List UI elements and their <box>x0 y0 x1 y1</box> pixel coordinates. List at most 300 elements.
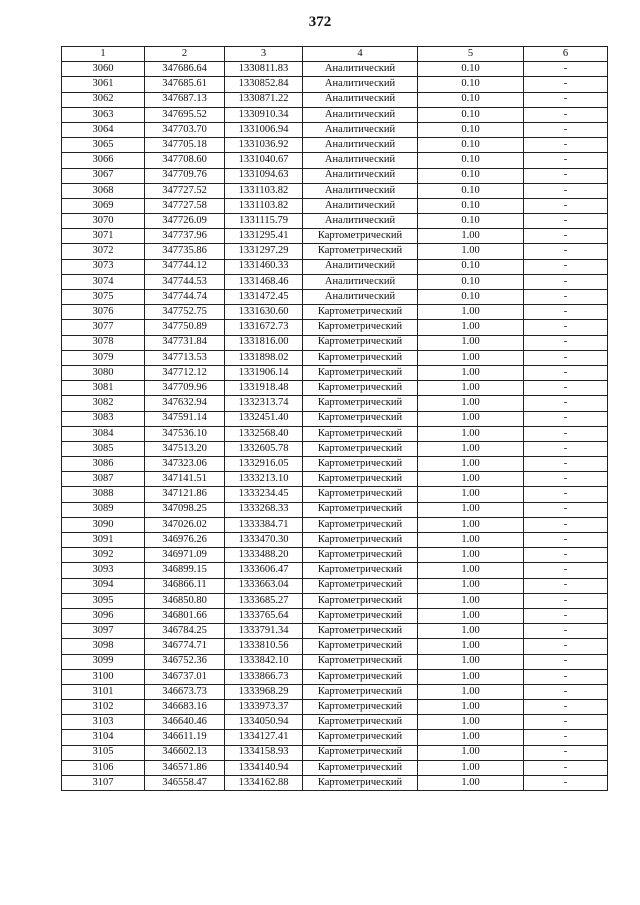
accuracy-cell: 1.00 <box>418 715 524 730</box>
y-coordinate-cell: 1331672.73 <box>225 320 303 335</box>
method-cell: Картометрический <box>303 593 418 608</box>
table-row <box>62 517 608 532</box>
point-number-cell: 3077 <box>62 320 145 335</box>
column-header-1: 1 <box>62 47 145 62</box>
accuracy-cell: 1.00 <box>418 563 524 578</box>
method-cell: Картометрический <box>303 441 418 456</box>
note-cell: - <box>524 350 608 365</box>
x-coordinate-cell: 346784.25 <box>145 624 225 639</box>
table-row <box>62 548 608 563</box>
accuracy-cell: 0.10 <box>418 62 524 77</box>
point-number-cell: 3105 <box>62 745 145 760</box>
accuracy-cell: 1.00 <box>418 533 524 548</box>
y-coordinate-cell: 1331295.41 <box>225 229 303 244</box>
table-body <box>62 62 608 791</box>
note-cell: - <box>524 624 608 639</box>
y-coordinate-cell: 1330910.34 <box>225 107 303 122</box>
table-row <box>62 229 608 244</box>
note-cell: - <box>524 183 608 198</box>
x-coordinate-cell: 347709.96 <box>145 381 225 396</box>
x-coordinate-cell: 347708.60 <box>145 153 225 168</box>
y-coordinate-cell: 1331297.29 <box>225 244 303 259</box>
point-number-cell: 3082 <box>62 396 145 411</box>
coordinates-table <box>61 46 608 791</box>
method-cell: Аналитический <box>303 183 418 198</box>
table-row <box>62 259 608 274</box>
table-row <box>62 533 608 548</box>
accuracy-cell: 1.00 <box>418 396 524 411</box>
table-row <box>62 624 608 639</box>
table-row <box>62 472 608 487</box>
x-coordinate-cell: 347121.86 <box>145 487 225 502</box>
point-number-cell: 3088 <box>62 487 145 502</box>
method-cell: Аналитический <box>303 77 418 92</box>
table-row <box>62 381 608 396</box>
accuracy-cell: 1.00 <box>418 350 524 365</box>
x-coordinate-cell: 347687.13 <box>145 92 225 107</box>
method-cell: Аналитический <box>303 290 418 305</box>
point-number-cell: 3085 <box>62 441 145 456</box>
method-cell: Аналитический <box>303 214 418 229</box>
y-coordinate-cell: 1330871.22 <box>225 92 303 107</box>
method-cell: Аналитический <box>303 198 418 213</box>
y-coordinate-cell: 1333384.71 <box>225 517 303 532</box>
y-coordinate-cell: 1333765.64 <box>225 608 303 623</box>
point-number-cell: 3107 <box>62 776 145 791</box>
accuracy-cell: 1.00 <box>418 730 524 745</box>
accuracy-cell: 1.00 <box>418 441 524 456</box>
method-cell: Картометрический <box>303 244 418 259</box>
accuracy-cell: 1.00 <box>418 578 524 593</box>
note-cell: - <box>524 715 608 730</box>
x-coordinate-cell: 347744.53 <box>145 274 225 289</box>
note-cell: - <box>524 426 608 441</box>
table-row <box>62 593 608 608</box>
y-coordinate-cell: 1331816.00 <box>225 335 303 350</box>
accuracy-cell: 1.00 <box>418 700 524 715</box>
note-cell: - <box>524 745 608 760</box>
method-cell: Картометрический <box>303 502 418 517</box>
table-row <box>62 305 608 320</box>
table-row <box>62 730 608 745</box>
point-number-cell: 3067 <box>62 168 145 183</box>
table-row <box>62 138 608 153</box>
note-cell: - <box>524 274 608 289</box>
accuracy-cell: 1.00 <box>418 608 524 623</box>
method-cell: Аналитический <box>303 92 418 107</box>
accuracy-cell: 1.00 <box>418 244 524 259</box>
x-coordinate-cell: 347744.74 <box>145 290 225 305</box>
table-row <box>62 214 608 229</box>
accuracy-cell: 1.00 <box>418 548 524 563</box>
y-coordinate-cell: 1333470.30 <box>225 533 303 548</box>
y-coordinate-cell: 1330852.84 <box>225 77 303 92</box>
note-cell: - <box>524 320 608 335</box>
table-row <box>62 563 608 578</box>
y-coordinate-cell: 1331630.60 <box>225 305 303 320</box>
x-coordinate-cell: 346971.09 <box>145 548 225 563</box>
table-row <box>62 457 608 472</box>
x-coordinate-cell: 347731.84 <box>145 335 225 350</box>
y-coordinate-cell: 1331040.67 <box>225 153 303 168</box>
table-row <box>62 760 608 775</box>
method-cell: Картометрический <box>303 472 418 487</box>
point-number-cell: 3060 <box>62 62 145 77</box>
y-coordinate-cell: 1333488.20 <box>225 548 303 563</box>
x-coordinate-cell: 347513.20 <box>145 441 225 456</box>
accuracy-cell: 1.00 <box>418 365 524 380</box>
y-coordinate-cell: 1331918.48 <box>225 381 303 396</box>
y-coordinate-cell: 1332568.40 <box>225 426 303 441</box>
x-coordinate-cell: 347744.12 <box>145 259 225 274</box>
point-number-cell: 3095 <box>62 593 145 608</box>
x-coordinate-cell: 346976.26 <box>145 533 225 548</box>
method-cell: Картометрический <box>303 396 418 411</box>
note-cell: - <box>524 487 608 502</box>
method-cell: Картометрический <box>303 639 418 654</box>
point-number-cell: 3086 <box>62 457 145 472</box>
method-cell: Картометрический <box>303 684 418 699</box>
x-coordinate-cell: 347632.94 <box>145 396 225 411</box>
method-cell: Картометрический <box>303 745 418 760</box>
accuracy-cell: 0.10 <box>418 122 524 137</box>
y-coordinate-cell: 1333685.27 <box>225 593 303 608</box>
note-cell: - <box>524 214 608 229</box>
y-coordinate-cell: 1333213.10 <box>225 472 303 487</box>
table-row <box>62 92 608 107</box>
y-coordinate-cell: 1331094.63 <box>225 168 303 183</box>
accuracy-cell: 0.10 <box>418 290 524 305</box>
note-cell: - <box>524 730 608 745</box>
note-cell: - <box>524 92 608 107</box>
note-cell: - <box>524 138 608 153</box>
point-number-cell: 3078 <box>62 335 145 350</box>
table-row <box>62 62 608 77</box>
y-coordinate-cell: 1331898.02 <box>225 350 303 365</box>
point-number-cell: 3073 <box>62 259 145 274</box>
method-cell: Картометрический <box>303 608 418 623</box>
accuracy-cell: 1.00 <box>418 381 524 396</box>
y-coordinate-cell: 1330811.83 <box>225 62 303 77</box>
point-number-cell: 3080 <box>62 365 145 380</box>
x-coordinate-cell: 346737.01 <box>145 669 225 684</box>
table-row <box>62 122 608 137</box>
point-number-cell: 3091 <box>62 533 145 548</box>
method-cell: Картометрический <box>303 548 418 563</box>
note-cell: - <box>524 669 608 684</box>
x-coordinate-cell: 346558.47 <box>145 776 225 791</box>
y-coordinate-cell: 1333234.45 <box>225 487 303 502</box>
x-coordinate-cell: 346866.11 <box>145 578 225 593</box>
note-cell: - <box>524 533 608 548</box>
accuracy-cell: 0.10 <box>418 198 524 213</box>
note-cell: - <box>524 608 608 623</box>
accuracy-cell: 1.00 <box>418 457 524 472</box>
table-row <box>62 168 608 183</box>
accuracy-cell: 0.10 <box>418 138 524 153</box>
accuracy-cell: 1.00 <box>418 320 524 335</box>
table-row <box>62 320 608 335</box>
note-cell: - <box>524 472 608 487</box>
x-coordinate-cell: 346774.71 <box>145 639 225 654</box>
y-coordinate-cell: 1332451.40 <box>225 411 303 426</box>
method-cell: Аналитический <box>303 122 418 137</box>
x-coordinate-cell: 347750.89 <box>145 320 225 335</box>
method-cell: Аналитический <box>303 153 418 168</box>
method-cell: Картометрический <box>303 350 418 365</box>
note-cell: - <box>524 168 608 183</box>
point-number-cell: 3068 <box>62 183 145 198</box>
x-coordinate-cell: 347726.09 <box>145 214 225 229</box>
y-coordinate-cell: 1333842.10 <box>225 654 303 669</box>
accuracy-cell: 1.00 <box>418 684 524 699</box>
x-coordinate-cell: 346673.73 <box>145 684 225 699</box>
x-coordinate-cell: 347703.70 <box>145 122 225 137</box>
x-coordinate-cell: 347026.02 <box>145 517 225 532</box>
table-row <box>62 198 608 213</box>
note-cell: - <box>524 760 608 775</box>
table-row <box>62 274 608 289</box>
x-coordinate-cell: 347705.18 <box>145 138 225 153</box>
table-row <box>62 502 608 517</box>
y-coordinate-cell: 1334162.88 <box>225 776 303 791</box>
point-number-cell: 3102 <box>62 700 145 715</box>
x-coordinate-cell: 347686.64 <box>145 62 225 77</box>
x-coordinate-cell: 346683.16 <box>145 700 225 715</box>
table-row <box>62 684 608 699</box>
table-row <box>62 639 608 654</box>
accuracy-cell: 0.10 <box>418 183 524 198</box>
method-cell: Аналитический <box>303 62 418 77</box>
method-cell: Картометрический <box>303 654 418 669</box>
x-coordinate-cell: 346801.66 <box>145 608 225 623</box>
y-coordinate-cell: 1331103.82 <box>225 198 303 213</box>
point-number-cell: 3092 <box>62 548 145 563</box>
point-number-cell: 3072 <box>62 244 145 259</box>
accuracy-cell: 0.10 <box>418 153 524 168</box>
accuracy-cell: 1.00 <box>418 426 524 441</box>
y-coordinate-cell: 1332916.05 <box>225 457 303 472</box>
y-coordinate-cell: 1331006.94 <box>225 122 303 137</box>
note-cell: - <box>524 411 608 426</box>
y-coordinate-cell: 1331906.14 <box>225 365 303 380</box>
note-cell: - <box>524 593 608 608</box>
note-cell: - <box>524 684 608 699</box>
accuracy-cell: 0.10 <box>418 107 524 122</box>
note-cell: - <box>524 563 608 578</box>
point-number-cell: 3104 <box>62 730 145 745</box>
x-coordinate-cell: 347536.10 <box>145 426 225 441</box>
point-number-cell: 3090 <box>62 517 145 532</box>
accuracy-cell: 1.00 <box>418 472 524 487</box>
point-number-cell: 3098 <box>62 639 145 654</box>
x-coordinate-cell: 347098.25 <box>145 502 225 517</box>
note-cell: - <box>524 457 608 472</box>
column-header-4: 4 <box>303 47 418 62</box>
table-row <box>62 700 608 715</box>
table-row <box>62 153 608 168</box>
accuracy-cell: 0.10 <box>418 214 524 229</box>
note-cell: - <box>524 229 608 244</box>
method-cell: Картометрический <box>303 457 418 472</box>
point-number-cell: 3100 <box>62 669 145 684</box>
point-number-cell: 3087 <box>62 472 145 487</box>
accuracy-cell: 1.00 <box>418 411 524 426</box>
method-cell: Картометрический <box>303 776 418 791</box>
method-cell: Аналитический <box>303 168 418 183</box>
method-cell: Картометрический <box>303 563 418 578</box>
method-cell: Картометрический <box>303 365 418 380</box>
method-cell: Картометрический <box>303 426 418 441</box>
accuracy-cell: 1.00 <box>418 669 524 684</box>
method-cell: Картометрический <box>303 517 418 532</box>
method-cell: Картометрический <box>303 305 418 320</box>
accuracy-cell: 1.00 <box>418 517 524 532</box>
method-cell: Картометрический <box>303 669 418 684</box>
table-row <box>62 350 608 365</box>
point-number-cell: 3096 <box>62 608 145 623</box>
note-cell: - <box>524 396 608 411</box>
point-number-cell: 3103 <box>62 715 145 730</box>
note-cell: - <box>524 290 608 305</box>
table-row <box>62 365 608 380</box>
point-number-cell: 3074 <box>62 274 145 289</box>
method-cell: Картометрический <box>303 229 418 244</box>
method-cell: Аналитический <box>303 259 418 274</box>
accuracy-cell: 0.10 <box>418 92 524 107</box>
column-header-3: 3 <box>225 47 303 62</box>
note-cell: - <box>524 700 608 715</box>
accuracy-cell: 1.00 <box>418 760 524 775</box>
note-cell: - <box>524 198 608 213</box>
x-coordinate-cell: 347323.06 <box>145 457 225 472</box>
point-number-cell: 3106 <box>62 760 145 775</box>
table-row <box>62 335 608 350</box>
x-coordinate-cell: 346602.13 <box>145 745 225 760</box>
note-cell: - <box>524 62 608 77</box>
table-row <box>62 183 608 198</box>
x-coordinate-cell: 347712.12 <box>145 365 225 380</box>
point-number-cell: 3076 <box>62 305 145 320</box>
x-coordinate-cell: 347727.58 <box>145 198 225 213</box>
y-coordinate-cell: 1334140.94 <box>225 760 303 775</box>
table-row <box>62 426 608 441</box>
page-number: 372 <box>308 14 332 30</box>
accuracy-cell: 1.00 <box>418 487 524 502</box>
accuracy-cell: 1.00 <box>418 654 524 669</box>
note-cell: - <box>524 654 608 669</box>
note-cell: - <box>524 122 608 137</box>
note-cell: - <box>524 776 608 791</box>
y-coordinate-cell: 1333810.56 <box>225 639 303 654</box>
method-cell: Картометрический <box>303 578 418 593</box>
method-cell: Картометрический <box>303 381 418 396</box>
accuracy-cell: 0.10 <box>418 259 524 274</box>
table-row <box>62 654 608 669</box>
method-cell: Аналитический <box>303 274 418 289</box>
accuracy-cell: 1.00 <box>418 305 524 320</box>
accuracy-cell: 1.00 <box>418 229 524 244</box>
y-coordinate-cell: 1331115.79 <box>225 214 303 229</box>
point-number-cell: 3064 <box>62 122 145 137</box>
point-number-cell: 3084 <box>62 426 145 441</box>
note-cell: - <box>524 335 608 350</box>
x-coordinate-cell: 347591.14 <box>145 411 225 426</box>
point-number-cell: 3062 <box>62 92 145 107</box>
accuracy-cell: 1.00 <box>418 776 524 791</box>
table-row <box>62 396 608 411</box>
table-row <box>62 715 608 730</box>
x-coordinate-cell: 347709.76 <box>145 168 225 183</box>
point-number-cell: 3075 <box>62 290 145 305</box>
x-coordinate-cell: 347695.52 <box>145 107 225 122</box>
y-coordinate-cell: 1333268.33 <box>225 502 303 517</box>
method-cell: Картометрический <box>303 533 418 548</box>
accuracy-cell: 1.00 <box>418 593 524 608</box>
table-row <box>62 441 608 456</box>
note-cell: - <box>524 381 608 396</box>
table-row <box>62 608 608 623</box>
x-coordinate-cell: 347685.61 <box>145 77 225 92</box>
x-coordinate-cell: 346611.19 <box>145 730 225 745</box>
y-coordinate-cell: 1331460.33 <box>225 259 303 274</box>
table-row <box>62 776 608 791</box>
method-cell: Картометрический <box>303 487 418 502</box>
x-coordinate-cell: 347735.86 <box>145 244 225 259</box>
y-coordinate-cell: 1333791.34 <box>225 624 303 639</box>
table-row <box>62 77 608 92</box>
table-row <box>62 487 608 502</box>
method-cell: Картометрический <box>303 715 418 730</box>
accuracy-cell: 0.10 <box>418 77 524 92</box>
y-coordinate-cell: 1331036.92 <box>225 138 303 153</box>
point-number-cell: 3101 <box>62 684 145 699</box>
accuracy-cell: 1.00 <box>418 624 524 639</box>
y-coordinate-cell: 1334158.93 <box>225 745 303 760</box>
x-coordinate-cell: 347752.75 <box>145 305 225 320</box>
x-coordinate-cell: 347713.53 <box>145 350 225 365</box>
x-coordinate-cell: 347737.96 <box>145 229 225 244</box>
x-coordinate-cell: 347727.52 <box>145 183 225 198</box>
point-number-cell: 3094 <box>62 578 145 593</box>
method-cell: Картометрический <box>303 700 418 715</box>
y-coordinate-cell: 1333968.29 <box>225 684 303 699</box>
note-cell: - <box>524 441 608 456</box>
method-cell: Аналитический <box>303 138 418 153</box>
note-cell: - <box>524 259 608 274</box>
note-cell: - <box>524 153 608 168</box>
method-cell: Аналитический <box>303 107 418 122</box>
method-cell: Картометрический <box>303 320 418 335</box>
note-cell: - <box>524 517 608 532</box>
point-number-cell: 3089 <box>62 502 145 517</box>
method-cell: Картометрический <box>303 335 418 350</box>
table-row <box>62 411 608 426</box>
accuracy-cell: 1.00 <box>418 745 524 760</box>
y-coordinate-cell: 1332605.78 <box>225 441 303 456</box>
y-coordinate-cell: 1333866.73 <box>225 669 303 684</box>
table-header <box>62 47 608 62</box>
accuracy-cell: 1.00 <box>418 335 524 350</box>
point-number-cell: 3079 <box>62 350 145 365</box>
x-coordinate-cell: 346752.36 <box>145 654 225 669</box>
header-row <box>62 47 608 62</box>
x-coordinate-cell: 346899.15 <box>145 563 225 578</box>
note-cell: - <box>524 107 608 122</box>
note-cell: - <box>524 548 608 563</box>
y-coordinate-cell: 1333606.47 <box>225 563 303 578</box>
y-coordinate-cell: 1334050.94 <box>225 715 303 730</box>
